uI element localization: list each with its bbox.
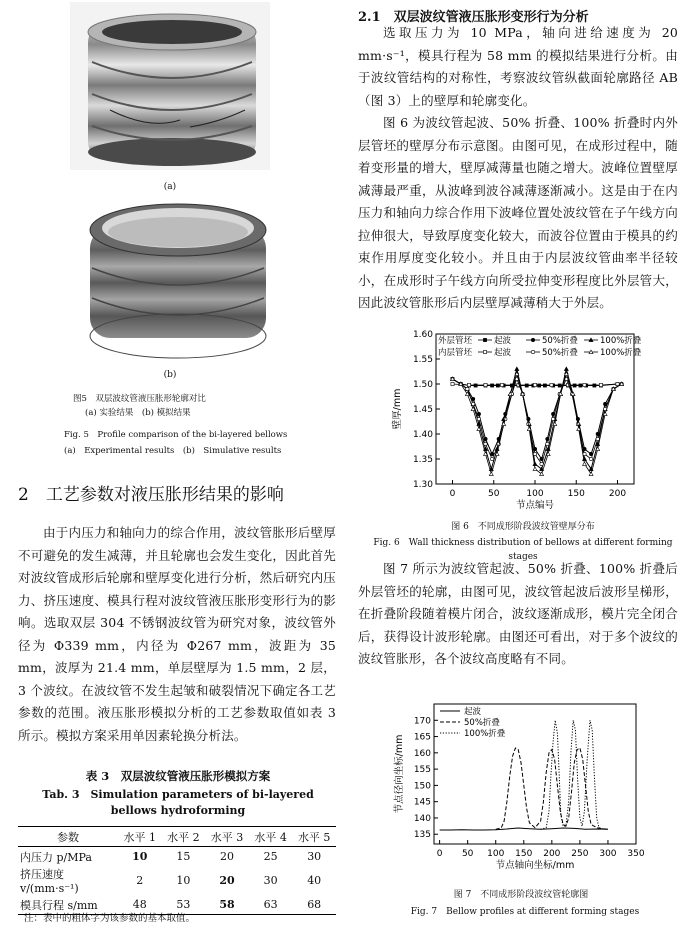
fig6-point [533, 452, 536, 455]
fig6-chart [388, 326, 650, 516]
fig7-caption-en: Fig. 7 Bellow profiles at different forming stages [410, 907, 640, 917]
table-row [18, 847, 336, 867]
fig5a-label: (a) [163, 182, 177, 192]
fig6-point [474, 384, 477, 387]
fig6-point [540, 462, 543, 465]
x-axis-label: 节点轴向坐标/mm [495, 860, 575, 871]
fig6-point [533, 383, 536, 386]
y-tick-label: 1.35 [412, 455, 433, 465]
table3-param: 模具行程 s/mm [18, 895, 118, 915]
fig6-point [599, 383, 602, 386]
fig6-legend-group-label: 内层管坯 [438, 348, 473, 358]
table3-cell: 30 [263, 874, 278, 887]
fig6-point [579, 384, 582, 387]
fig6-legend-label: 100%折叠 [600, 348, 642, 358]
x-tick-label: 0 [436, 849, 443, 859]
fig6-point [466, 387, 469, 390]
table3-cell: 30 [292, 847, 336, 867]
table3-header-row [18, 827, 336, 847]
fig5b-model [78, 198, 278, 366]
fig6-point [596, 437, 599, 440]
table3-cell: 10 [176, 874, 191, 887]
fig6-point [467, 383, 470, 386]
table-row [18, 866, 336, 895]
y-axis-label: 节点径向坐标/mm [394, 734, 405, 814]
table3-cell: 15 [162, 847, 206, 867]
fig6-point [500, 383, 503, 386]
fig5b-label: (b) [163, 370, 177, 380]
fig6-legend-label: 起波 [494, 336, 512, 346]
x-tick-label: 100 [487, 849, 505, 859]
y-tick-label: 1.30 [412, 480, 433, 490]
fig6-caption-zh: 图 6 不同成形阶段波纹管壁厚分布 [451, 522, 595, 532]
table3-cell: 63 [249, 895, 293, 915]
y-tick-label: 155 [413, 765, 431, 776]
y-tick-label: 135 [413, 830, 431, 841]
fig6-point [533, 462, 537, 466]
fig6-point [564, 367, 568, 371]
fig6-point [490, 457, 493, 460]
fig7-legend-label: 50%折叠 [464, 718, 500, 728]
fig6-point [558, 384, 561, 387]
y-tick-label: 145 [413, 797, 431, 808]
section21-heading: 2.1 双层波纹管液压胀形变形行为分析 [358, 10, 589, 25]
table3-cell: 40 [307, 874, 322, 887]
section2-paragraph: 由于内压力和轴向力的综合作用，波纹管胀形后壁厚不可避免的发生减薄，并且轮廓也会发生变化，因此首先对波纹管成形后轮廓和壁厚变化进行分析，然后研究内压力、挤压速度、模具行程对波纹管液压胀形变形行为的影响。选取双层 304 不锈钢波纹管为研究对象，波纹管外径为 Φ339 mm，内径为 Φ267 mm，波距为 35 mm，波厚为 21.4 mm，单层壁厚为 1.5 mm，2 层，3 个波纹。在波纹管不发生起皱和破裂情况下确定各工艺参数的范围。液压胀形模拟分析的工艺参数取值如表 3 所示。模拟方案采用单因素轮换分析法。 [18, 525, 336, 743]
y-tick-label: 1.45 [412, 405, 433, 415]
fig6-point [573, 384, 576, 387]
fig6-point [496, 384, 499, 387]
fig6-series-line [453, 374, 622, 474]
fig6-point [543, 384, 546, 387]
fig7-series-line [440, 828, 608, 830]
fig6-legend-group-label: 外层管坯 [438, 336, 473, 346]
fig5-sub-en: (a) Experimental results (b) Simulative results [64, 446, 282, 456]
table3-header: 水平 1 [118, 827, 162, 847]
x-tick-label: 150 [515, 849, 533, 859]
section2-heading: 2 工艺参数对液压胀形结果的影响 [18, 485, 284, 505]
table3-cell: 20 [205, 847, 249, 867]
fig6-point [477, 417, 480, 420]
fig5-caption-zh: 图5 双层波纹管液压胀形轮廓对比 [73, 394, 206, 404]
table3-cell: 58 [205, 895, 249, 915]
fig6-legend-marker [483, 338, 486, 341]
fig6-legend-marker [483, 350, 486, 353]
x-tick-label: 200 [608, 489, 627, 499]
table3-header: 水平 4 [249, 827, 293, 847]
x-tick-label: 300 [599, 849, 617, 859]
fig5-sub-zh: (a) 实验结果 (b) 模拟结果 [85, 408, 191, 418]
fig6-point [550, 383, 553, 386]
fig6-point [484, 383, 487, 386]
x-tick-label: 50 [488, 489, 500, 499]
table3-param: 挤压速度 v/(mm·s⁻¹) [20, 868, 79, 895]
x-tick-label: 0 [449, 489, 456, 499]
table3-cell: 10 [118, 847, 162, 867]
table3-param: 内压力 p/MPa [18, 847, 118, 867]
fig6-point [583, 462, 587, 466]
fig6-legend-label: 50%折叠 [542, 348, 578, 358]
y-tick-label: 1.40 [412, 430, 433, 440]
table3-header: 参数 [18, 827, 118, 847]
x-tick-label: 100 [526, 489, 544, 499]
y-tick-label: 160 [413, 748, 431, 759]
table3-cell: 25 [249, 847, 293, 867]
section21-para1: 选取压力为 10 MPa，轴向进给速度为 20 mm·s⁻¹，模具行程为 58 mm 的模拟结果进行分析。由于波纹管结构的对称性，考察波纹管纵截面轮廓路径 AB（图 3）上的壁厚和轮廓变化。 [358, 25, 678, 108]
y-axis-label: 壁厚/mm [392, 388, 403, 430]
fig7-legend-label: 起波 [464, 707, 482, 717]
y-tick-label: 150 [413, 781, 431, 792]
fig6-point [490, 452, 493, 455]
y-tick-label: 1.60 [412, 330, 433, 340]
fig6-point [589, 457, 592, 460]
table3-header: 水平 5 [292, 827, 336, 847]
fig6-point [489, 472, 493, 476]
fig6-point [491, 384, 494, 387]
fig6-point [546, 442, 549, 445]
fig7-caption-zh: 图 7 不同成形阶段波纹管轮廓图 [453, 890, 589, 900]
x-tick-label: 350 [627, 849, 645, 859]
y-tick-label: 1.50 [412, 380, 433, 390]
table3-title-zh: 表 3 双层波纹管液压胀形模拟方案 [85, 769, 271, 783]
fig5-caption-en: Fig. 5 Profile comparison of the bi-layered bellows [64, 430, 288, 440]
table3-title-en-1: Tab. 3 Simulation parameters of bi-layered [42, 788, 314, 801]
table3 [18, 826, 336, 915]
fig6-legend-label: 100%折叠 [600, 336, 642, 346]
fig6-point [551, 417, 554, 420]
fig6-point [515, 367, 519, 371]
table3-note: 注：表中的粗体字为该参数的基本取值。 [24, 913, 196, 924]
x-tick-label: 50 [461, 849, 474, 859]
table3-header: 水平 2 [162, 827, 206, 847]
fig6-point [451, 382, 454, 385]
fig6-point [616, 382, 619, 385]
fig6-point [525, 384, 528, 387]
x-tick-label: 250 [571, 849, 589, 859]
table3-title-en-2: bellows hydroforming [110, 804, 246, 817]
table3-cell: 48 [118, 895, 162, 915]
table3-cell: 53 [162, 895, 206, 915]
fig6-legend-label: 50%折叠 [542, 336, 578, 346]
fig6-point [538, 384, 541, 387]
y-tick-label: 165 [413, 732, 431, 743]
y-tick-label: 1.55 [412, 355, 433, 365]
y-tick-label: 140 [413, 813, 431, 824]
fig7-chart [390, 698, 652, 888]
table3-cell: 68 [292, 895, 336, 915]
section21-para2: 图 6 为波纹管起波、50% 折叠、100% 折叠时内外层管坯的壁厚分布示意图。由图可见，在成形过程中，随着变形量的增大，壁厚减薄量也随之增大。波峰位置壁厚减薄最严重，从波峰到波谷减薄逐渐减小。这是由于在内压力和轴向力综合作用下波峰位置处波纹管在子午线方向拉伸很大，导致厚度变化较大，而波谷位置由于模具的约束作用厚度变化较小。并且由于内层波纹管曲率半径较小，在成形时子午线方向所受拉伸变形程度比外层管大，因此波纹管胀形后内层壁厚减薄稍大于外层。 [358, 115, 678, 310]
section21-para3: 图 7 所示为波纹管起波、50% 折叠、100% 折叠后外层管坯的轮廓，由图可见，波纹管起波后波形呈梯形，在折叠阶段随着模片闭合，波纹逐渐成形，模片完全闭合后，获得设计波形轮廓。由图还可看出，对于多个波纹的波纹管胀形，各个波纹高度略有不同。 [358, 561, 678, 666]
fig6-legend-marker [531, 338, 534, 341]
y-tick-label: 170 [413, 716, 431, 727]
fig6-point [484, 442, 487, 445]
fig5a-photo [70, 2, 270, 170]
fig6-legend-marker [531, 350, 534, 353]
fig7-series-line [541, 720, 608, 829]
table3-header: 水平 3 [205, 827, 249, 847]
fig7-legend-label: 100%折叠 [464, 729, 506, 739]
x-tick-label: 200 [543, 849, 561, 859]
x-tick-label: 150 [567, 489, 585, 499]
fig6-caption-en: Fig. 6 Wall thickness distribution of bellows at different forming stages [373, 538, 673, 562]
table3-cell: 20 [219, 874, 235, 887]
fig6-point [583, 383, 586, 386]
fig6-point [533, 467, 537, 471]
fig6-point [593, 384, 596, 387]
table3-cell: 2 [136, 874, 144, 887]
x-axis-label: 节点编号 [515, 500, 555, 511]
fig6-legend-label: 起波 [494, 348, 512, 358]
